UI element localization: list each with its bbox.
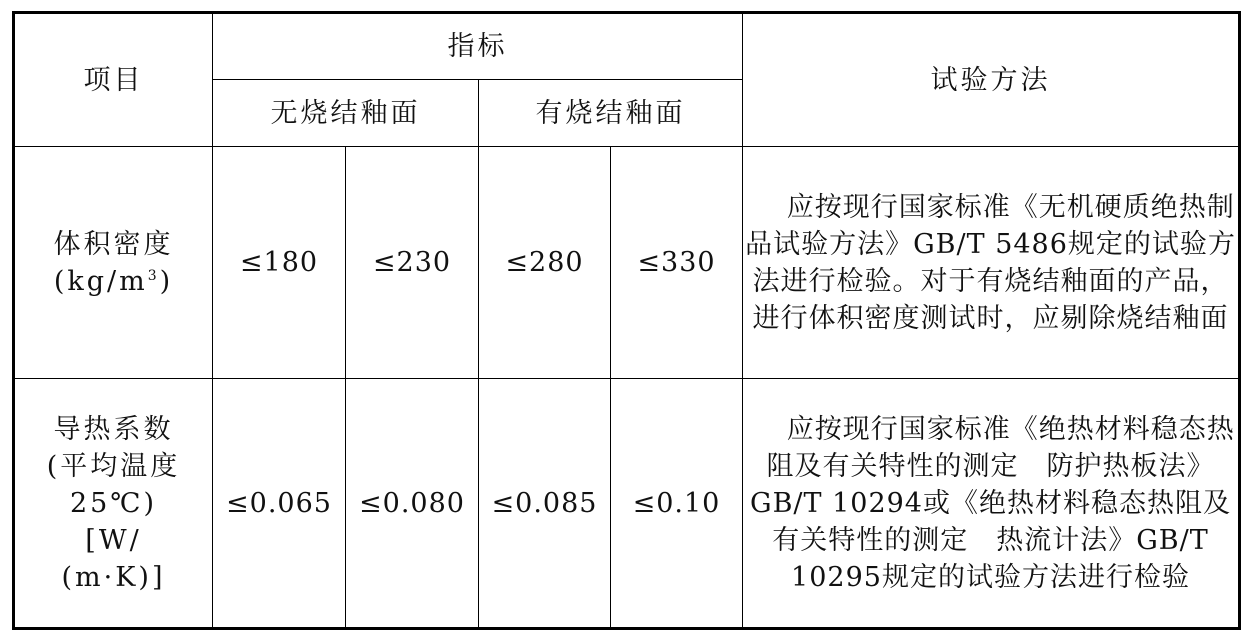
conductivity-value-3: ≤0.085 bbox=[479, 379, 611, 629]
header-item: 项目 bbox=[14, 13, 213, 147]
spec-table bbox=[12, 11, 1241, 630]
conductivity-value-4: ≤0.10 bbox=[611, 379, 743, 629]
header-row-1 bbox=[14, 13, 1240, 80]
item-density-unit-exponent: 3 bbox=[147, 267, 160, 284]
conductivity-test-method bbox=[743, 379, 1240, 629]
item-density-unit-close: ) bbox=[159, 265, 174, 297]
item-density-name: 体积密度 bbox=[53, 228, 174, 260]
header-no-glaze: 无烧结釉面 bbox=[213, 80, 479, 147]
item-conductivity-line-3: 25℃) bbox=[69, 487, 158, 519]
item-density-unit bbox=[15, 263, 212, 300]
item-conductivity-line-5: (m·K)] bbox=[61, 561, 166, 593]
item-density-unit-base: (kg/m bbox=[53, 265, 148, 297]
header-indicator: 指标 bbox=[213, 13, 743, 80]
density-value-3: ≤280 bbox=[479, 147, 611, 379]
density-test-method bbox=[743, 147, 1240, 379]
item-conductivity-line-1: 导热系数 bbox=[53, 413, 174, 445]
item-conductivity-line-2: (平均温度 bbox=[46, 450, 181, 482]
header-with-glaze: 有烧结釉面 bbox=[479, 80, 743, 147]
header-test-method: 试验方法 bbox=[743, 13, 1240, 147]
item-conductivity-line-4: [W/ bbox=[85, 524, 142, 556]
conductivity-value-2: ≤0.080 bbox=[346, 379, 479, 629]
conductivity-test-method-text: 应按现行国家标准《绝热材料稳态热阻及有关特性的测定 防护热板法》GB/T 10294或《绝热材料稳态热阻及有关特性的测定 热流计法》GB/T 10295规定的试验方法进行检验 bbox=[750, 413, 1235, 593]
item-conductivity bbox=[14, 379, 213, 629]
density-value-2: ≤230 bbox=[346, 147, 479, 379]
item-density bbox=[14, 147, 213, 379]
table-row-density bbox=[14, 147, 1240, 379]
density-value-4: ≤330 bbox=[611, 147, 743, 379]
conductivity-value-1: ≤0.065 bbox=[213, 379, 346, 629]
density-test-method-text: 应按现行国家标准《无机硬质绝热制品试验方法》GB/T 5486规定的试验方法进行检验。对于有烧结釉面的产品，进行体积密度测试时，应剔除烧结釉面 bbox=[745, 191, 1236, 334]
table-row-conductivity bbox=[14, 379, 1240, 629]
density-value-1: ≤180 bbox=[213, 147, 346, 379]
